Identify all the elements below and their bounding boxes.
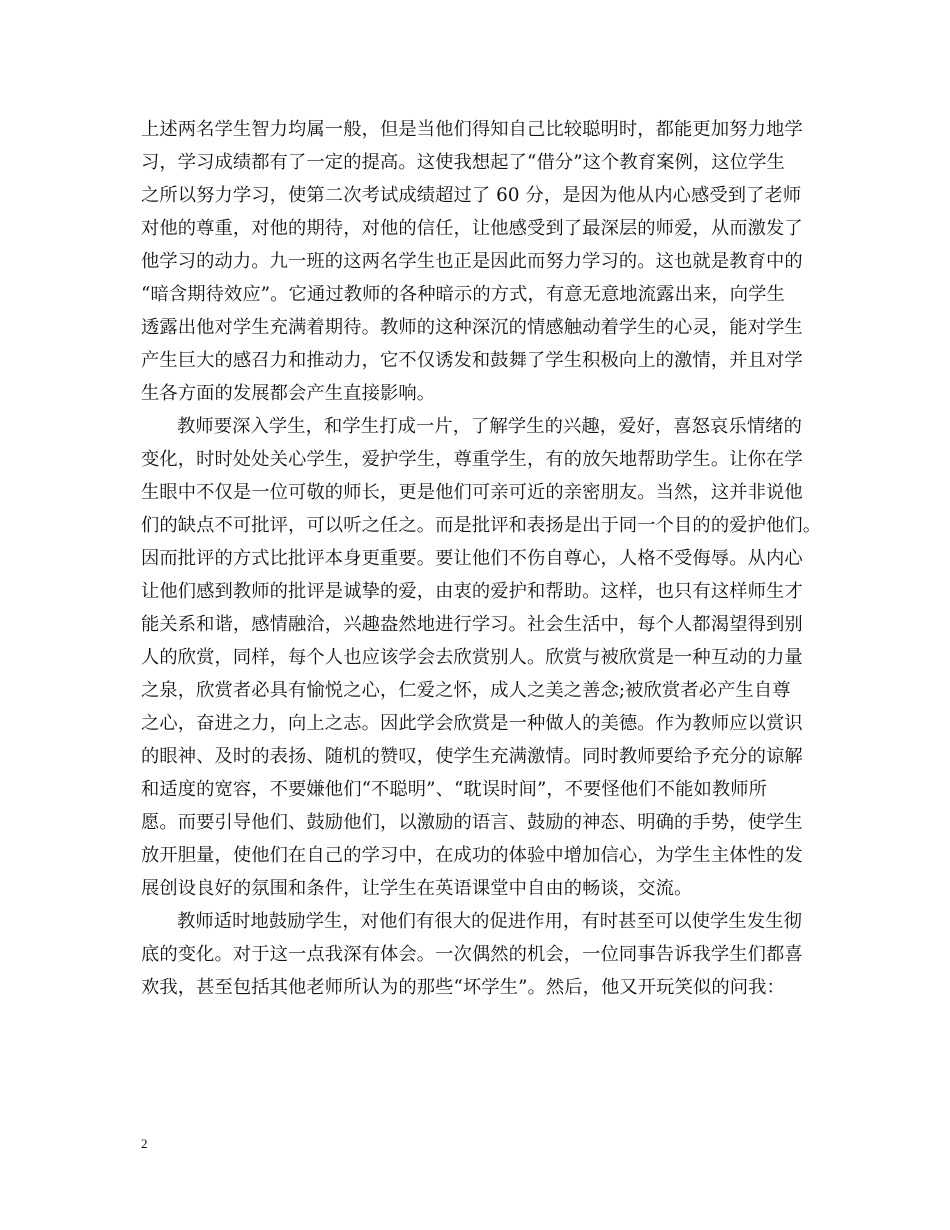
text-line: 上述两名学生智力均属一般，但是当他们得知自己比较聪明时，都能更加努力地学 bbox=[141, 119, 803, 140]
body-text bbox=[141, 113, 831, 1004]
text-line: 之所以努力学习，使第二次考试成绩超过了 60 分，是因为他从内心感受到了老师 bbox=[141, 185, 802, 206]
paragraph-first-line: 教师适时地鼓励学生，对他们有很大的促进作用，有时甚至可以使学生发生彻 bbox=[177, 911, 802, 932]
text-line: 欢我，甚至包括其他老师所认为的那些“坏学生”。然后，他又开玩笑似的问我： bbox=[141, 977, 785, 998]
text-line: 变化，时时处处关心学生，爱护学生，尊重学生，有的放矢地帮助学生。让你在学 bbox=[141, 449, 803, 470]
text-line: 底的变化。对于这一点我深有体会。一次偶然的机会，一位同事告诉我学生们都喜 bbox=[141, 944, 803, 965]
text-line: 的眼神、及时的表扬、随机的赞叹，使学生充满激情。同时教师要给予充分的谅解 bbox=[141, 746, 803, 767]
text-line: 人的欣赏，同样，每个人也应该学会去欣赏别人。欣赏与被欣赏是一种互动的力量 bbox=[141, 647, 803, 668]
text-line: 因而批评的方式比批评本身更重要。要让他们不伤自尊心，人格不受侮辱。从内心 bbox=[141, 548, 803, 569]
text-line: 生眼中不仅是一位可敬的师长，更是他们可亲可近的亲密朋友。当然，这并非说他 bbox=[141, 482, 803, 503]
text-line: 习，学习成绩都有了一定的提高。这使我想起了“借分”这个教育案例，这位学生 bbox=[141, 152, 785, 173]
paragraph-first-line: 教师要深入学生，和学生打成一片，了解学生的兴趣，爱好，喜怒哀乐情绪的 bbox=[177, 416, 802, 437]
text-line: 和适度的宽容，不要嫌他们“不聪明”、“耽误时间”，不要怪他们不能如教师所 bbox=[141, 779, 767, 800]
text-line: 能关系和谐，感情融洽，兴趣盎然地进行学习。社会生活中，每个人都渴望得到别 bbox=[141, 614, 803, 635]
text-line: “暗含期待效应”。它通过教师的各种暗示的方式，有意无意地流露出来，向学生 bbox=[141, 284, 785, 305]
text-line: 们的缺点不可批评，可以听之任之。而是批评和表扬是出于同一个目的的爱护他们。 bbox=[141, 515, 822, 536]
text-line: 对他的尊重，对他的期待，对他的信任，让他感受到了最深层的师爱，从而激发了 bbox=[141, 218, 803, 239]
text-line: 让他们感到教师的批评是诚挚的爱，由衷的爱护和帮助。这样，也只有这样师生才 bbox=[141, 581, 803, 602]
text-line: 之泉，欣赏者必具有愉悦之心，仁爱之怀，成人之美之善念;被欣赏者必产生自尊 bbox=[141, 680, 791, 701]
text-line: 产生巨大的感召力和推动力，它不仅诱发和鼓舞了学生积极向上的激情，并且对学 bbox=[141, 350, 803, 371]
text-line: 他学习的动力。九一班的这两名学生也正是因此而努力学习的。这也就是教育中的 bbox=[141, 251, 803, 272]
text-line: 放开胆量，使他们在自己的学习中，在成功的体验中增加信心，为学生主体性的发 bbox=[141, 845, 803, 866]
text-line: 透露出他对学生充满着期待。教师的这种深沉的情感触动着学生的心灵，能对学生 bbox=[141, 317, 803, 338]
text-line: 展创设良好的氛围和条件，让学生在英语课堂中自由的畅谈，交流。 bbox=[141, 878, 693, 899]
page-number: 2 bbox=[141, 1136, 148, 1151]
text-line: 生各方面的发展都会产生直接影响。 bbox=[141, 383, 436, 404]
text-line: 愿。而要引导他们、鼓励他们，以激励的语言、鼓励的神态、明确的手势，使学生 bbox=[141, 812, 803, 833]
text-line: 之心，奋进之力，向上之志。因此学会欣赏是一种做人的美德。作为教师应以赏识 bbox=[141, 713, 803, 734]
